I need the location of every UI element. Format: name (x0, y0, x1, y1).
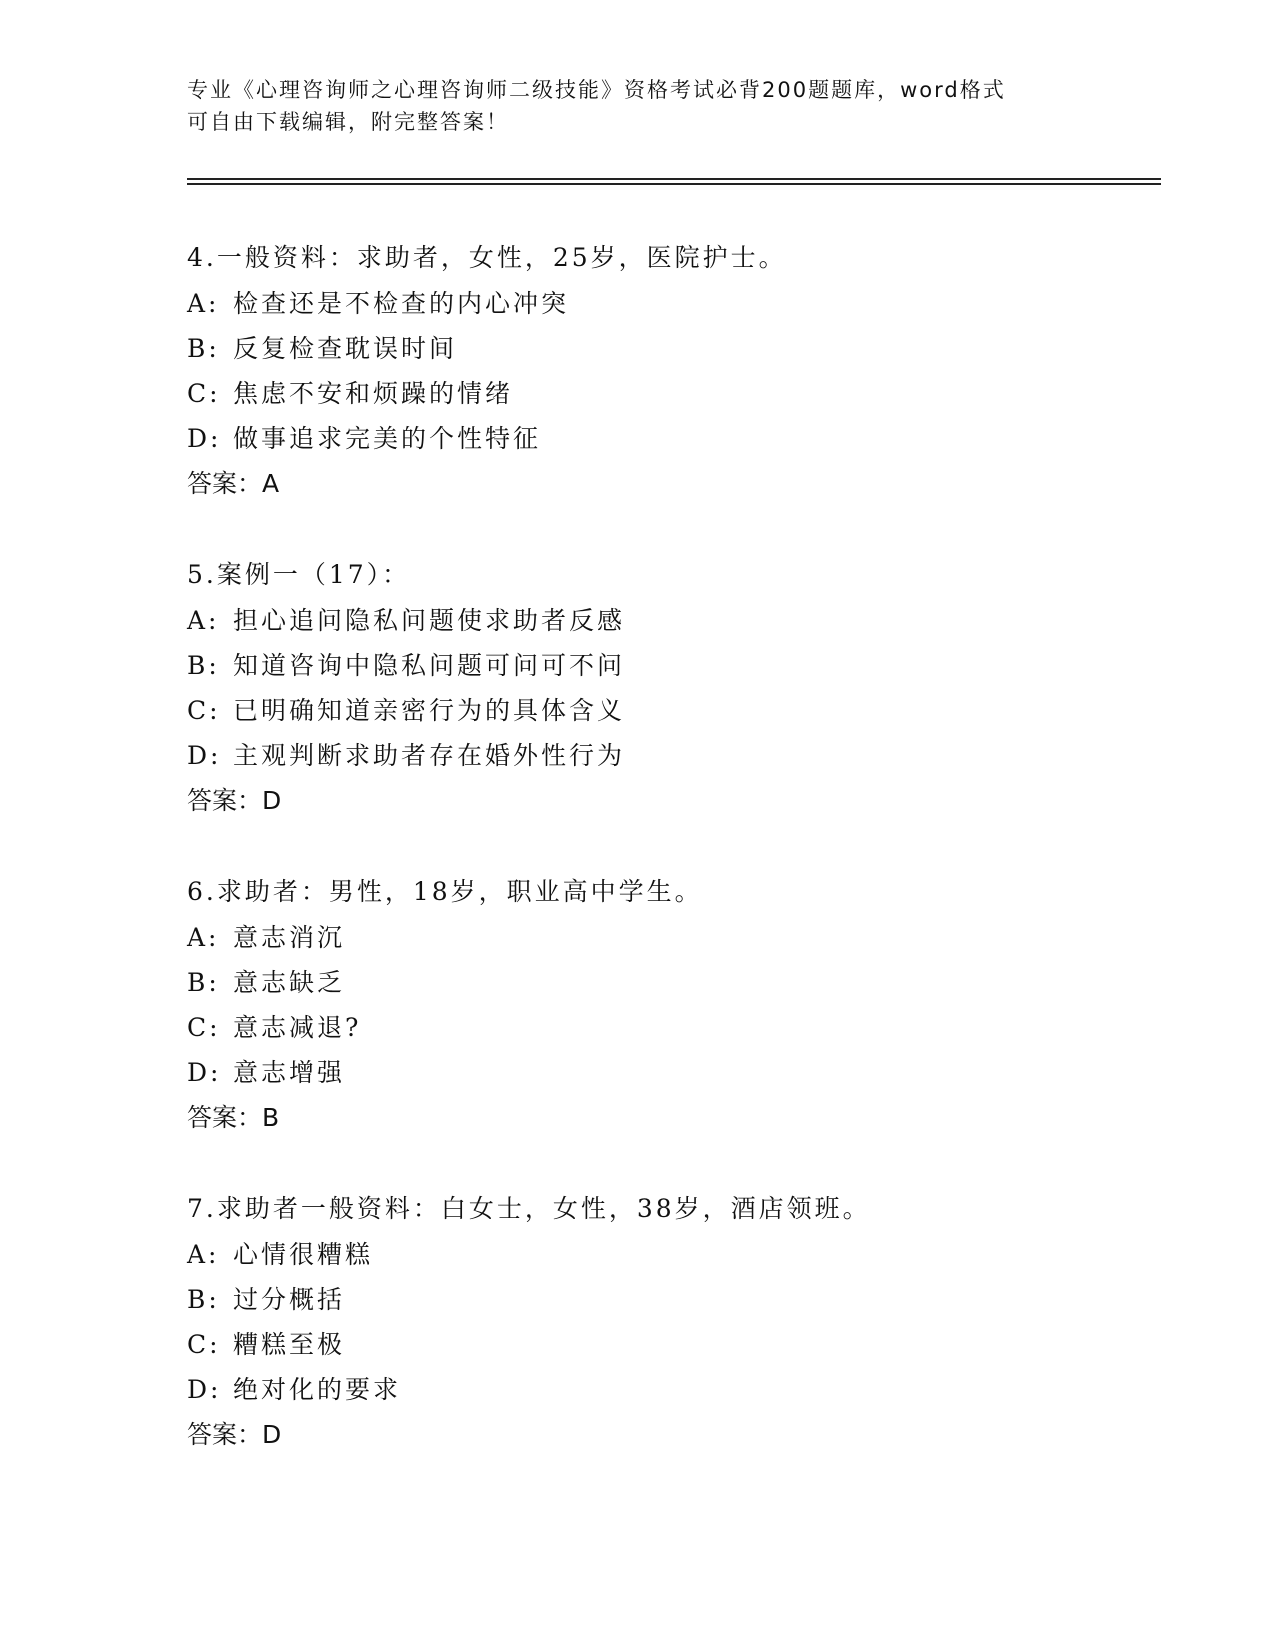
option-letter: C: (187, 696, 221, 725)
option-a (187, 603, 625, 639)
option-text: 焦虑不安和烦躁的情绪 (233, 379, 514, 408)
option-text: 意志消沉 (233, 923, 346, 952)
option-letter: C: (187, 1330, 221, 1359)
option-text: 意志缺乏 (233, 968, 346, 997)
document-title-line-2: 可自由下载编辑，附完整答案！ (187, 110, 509, 134)
option-a (187, 1237, 373, 1273)
option-letter: C: (187, 1013, 221, 1042)
option-letter: A: (187, 289, 220, 318)
option-d (187, 738, 625, 774)
option-letter: D: (187, 1058, 222, 1087)
option-text: 知道咨询中隐私问题可问可不问 (233, 651, 626, 680)
option-b (187, 648, 625, 684)
option-c (187, 1327, 345, 1363)
option-letter: B: (187, 334, 220, 363)
question-stem: 7.求助者一般资料：白女士，女性，38岁，酒店领班。 (187, 1194, 871, 1223)
option-d (187, 421, 541, 457)
question-stem: 6.求助者：男性，18岁，职业高中学生。 (187, 877, 703, 906)
header-divider-bottom (187, 183, 1161, 185)
option-a (187, 286, 569, 322)
option-text: 心情很糟糕 (233, 1240, 374, 1269)
option-letter: A: (187, 606, 220, 635)
option-b (187, 965, 345, 1001)
option-b (187, 1282, 345, 1318)
option-text: 主观判断求助者存在婚外性行为 (233, 741, 626, 770)
option-letter: B: (187, 968, 220, 997)
document-title-line-1: 专业《心理咨询师之心理咨询师二级技能》资格考试必背200题题库，word格式 (187, 78, 1006, 102)
option-d (187, 1372, 401, 1408)
option-letter: C: (187, 379, 221, 408)
option-text: 已明确知道亲密行为的具体含义 (233, 696, 626, 725)
option-letter: A: (187, 1240, 220, 1269)
option-letter: B: (187, 651, 220, 680)
option-text: 担心追问隐私问题使求助者反感 (233, 606, 626, 635)
option-text: 反复检查耽误时间 (233, 334, 458, 363)
answer-key: 答案：B (187, 1103, 280, 1132)
option-text: 绝对化的要求 (233, 1375, 402, 1404)
option-text: 做事追求完美的个性特征 (233, 424, 542, 453)
option-text: 检查还是不检查的内心冲突 (233, 289, 570, 318)
option-b (187, 331, 457, 367)
option-c (187, 376, 513, 412)
option-c (187, 1010, 361, 1046)
option-letter: B: (187, 1285, 220, 1314)
option-a (187, 920, 345, 956)
option-text: 意志增强 (233, 1058, 346, 1087)
option-d (187, 1055, 345, 1091)
option-text: 糟糕至极 (233, 1330, 346, 1359)
question-stem: 5.案例一（17）： (187, 560, 411, 589)
option-text: 意志减退? (233, 1013, 362, 1042)
answer-key: 答案：D (187, 786, 282, 815)
answer-key: 答案：D (187, 1420, 282, 1449)
answer-key: 答案：A (187, 469, 280, 498)
question-stem: 4.一般资料：求助者，女性，25岁，医院护士。 (187, 243, 787, 272)
option-letter: D: (187, 1375, 222, 1404)
option-letter: D: (187, 741, 222, 770)
header-divider-top (187, 178, 1161, 180)
option-letter: D: (187, 424, 222, 453)
option-letter: A: (187, 923, 220, 952)
option-c (187, 693, 625, 729)
option-text: 过分概括 (233, 1285, 346, 1314)
